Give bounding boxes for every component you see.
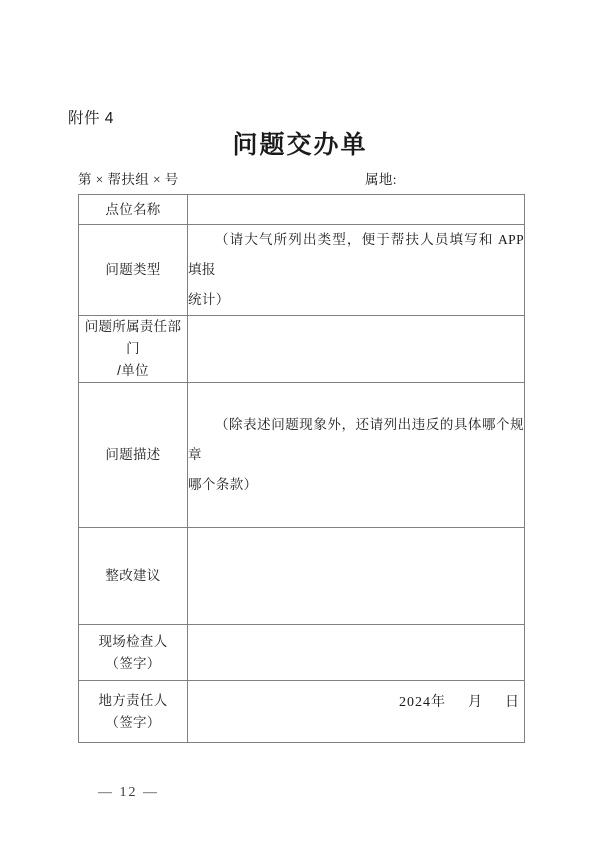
row-label-issue-type: 问题类型 <box>79 225 188 316</box>
date-year-unit: 年 <box>431 695 446 710</box>
locality-label: 属地: <box>365 172 397 187</box>
row-label-site-inspector: 现场检查人 （签字） <box>79 625 188 681</box>
date-year-value: 2024 <box>399 695 431 710</box>
row-label-responsible-dept: 问题所属责任部门 /单位 <box>79 316 188 383</box>
table-row <box>79 625 525 681</box>
page-title: 问题交办单 <box>232 132 368 159</box>
group-number-label: 第 × 帮扶组 × 号 <box>78 172 179 187</box>
row-value-site-inspector-signature[interactable] <box>188 625 525 681</box>
row-label-point-name: 点位名称 <box>79 195 188 225</box>
date-day-unit: 日 <box>505 695 520 710</box>
row-value-rectification-advice[interactable] <box>188 528 525 625</box>
row-label-local-responsible-person: 地方责任人 （签字） <box>79 681 188 743</box>
row-value-issue-description[interactable] <box>188 383 525 528</box>
row-label-rectification-advice: 整改建议 <box>79 528 188 625</box>
row-label-issue-description: 问题描述 <box>79 383 188 528</box>
table-row <box>79 225 525 316</box>
issue-type-hint-line-1: （请大气所列出类型，便于帮扶人员填写和 APP 填报 <box>188 232 524 277</box>
issue-assignment-table <box>78 194 525 743</box>
subheader-line <box>78 170 522 190</box>
issue-description-hint-line-2: 哪个条款） <box>188 477 258 492</box>
row-value-responsible-dept[interactable] <box>188 316 525 383</box>
issue-type-hint-line-2: 统计） <box>188 292 230 307</box>
table-row <box>79 195 525 225</box>
page-number: — 12 — <box>98 785 159 800</box>
signature-date-line <box>78 692 522 714</box>
date-month-unit: 月 <box>468 695 483 710</box>
table-row <box>79 316 525 383</box>
attachment-label: 附件 4 <box>68 110 114 127</box>
issue-description-hint-line-1: （除表述问题现象外，还请列出违反的具体哪个规章 <box>188 417 524 462</box>
table-row <box>79 383 525 528</box>
table-row <box>79 528 525 625</box>
row-value-issue-type[interactable] <box>188 225 525 316</box>
row-value-point-name[interactable] <box>188 195 525 225</box>
